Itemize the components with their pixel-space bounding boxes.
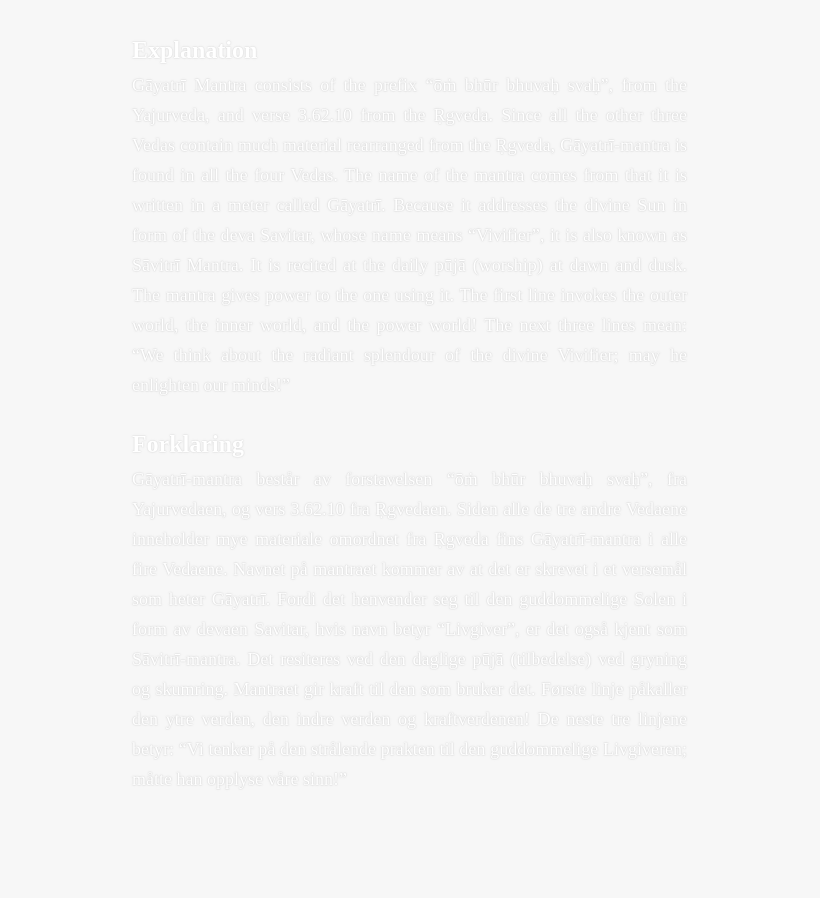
paragraph-forklaring: Gāyatrī-mantra består av forstavelsen “ōṁ bhūr bhuvaḥ svaḥ”, fra Yajurvedaen, og vers 3.62.10 fra Ṛgvedaen. Siden alle de tre andre Vedaene inneholder mye materiale omordnet fra Ṛgveda fins Gāyatrī-mantra i alle fire Vedaene. Navnet på mantraet kommer av at det er skrevet i et versemål som heter Gāyatrī. Fordi det henvender seg til den guddommelige Solen i form av devaen Savitar, hvis navn betyr “Livgiver”, er det også kjent som Sāvitrī-mantra. Det resiteres ved den daglige pūjā (tilbedelse) ved gryning og skumring. Mantraet gir kraft til den som bruker det. Første linje påkaller den ytre verden, den indre verden og kraftverdenen! De neste tre linjene betyr: “Vi tenker på den strålende prakten til den guddommelige Livgiveren; måtte han opplyse våre sinn!” xyxy=(132,469,687,789)
section-title-explanation: Explanation xyxy=(132,38,258,64)
section-forklaring xyxy=(132,426,687,794)
document-body xyxy=(132,32,687,794)
section-spacer xyxy=(132,400,687,426)
section-explanation xyxy=(132,32,687,400)
section-title-forklaring: Forklaring xyxy=(132,432,244,458)
paragraph-explanation: Gāyatrī Mantra consists of the prefix “ōṁ bhūr bhuvaḥ svaḥ”, from the Yajurveda, and verse 3.62.10 from the Ṛgveda. Since all the other three Vedas contain much material rearranged from the Ṛgveda, Gāyatrī-mantra is found in all the four Vedas. The name of the mantra comes from that it is written in a meter called Gāyatrī. Because it addresses the divine Sun in form of the deva Savitar, whose name means “Vivifier”, it is also known as Sāvitrī Mantra. It is recited at the daily pūjā (worship) at dawn and dusk. The mantra gives power to the one using it. The first line invokes the outer world, the inner world, and the power world! The next three lines mean: “We think about the radiant splendour of the divine Vivifier; may he enlighten our minds!” xyxy=(132,75,687,395)
